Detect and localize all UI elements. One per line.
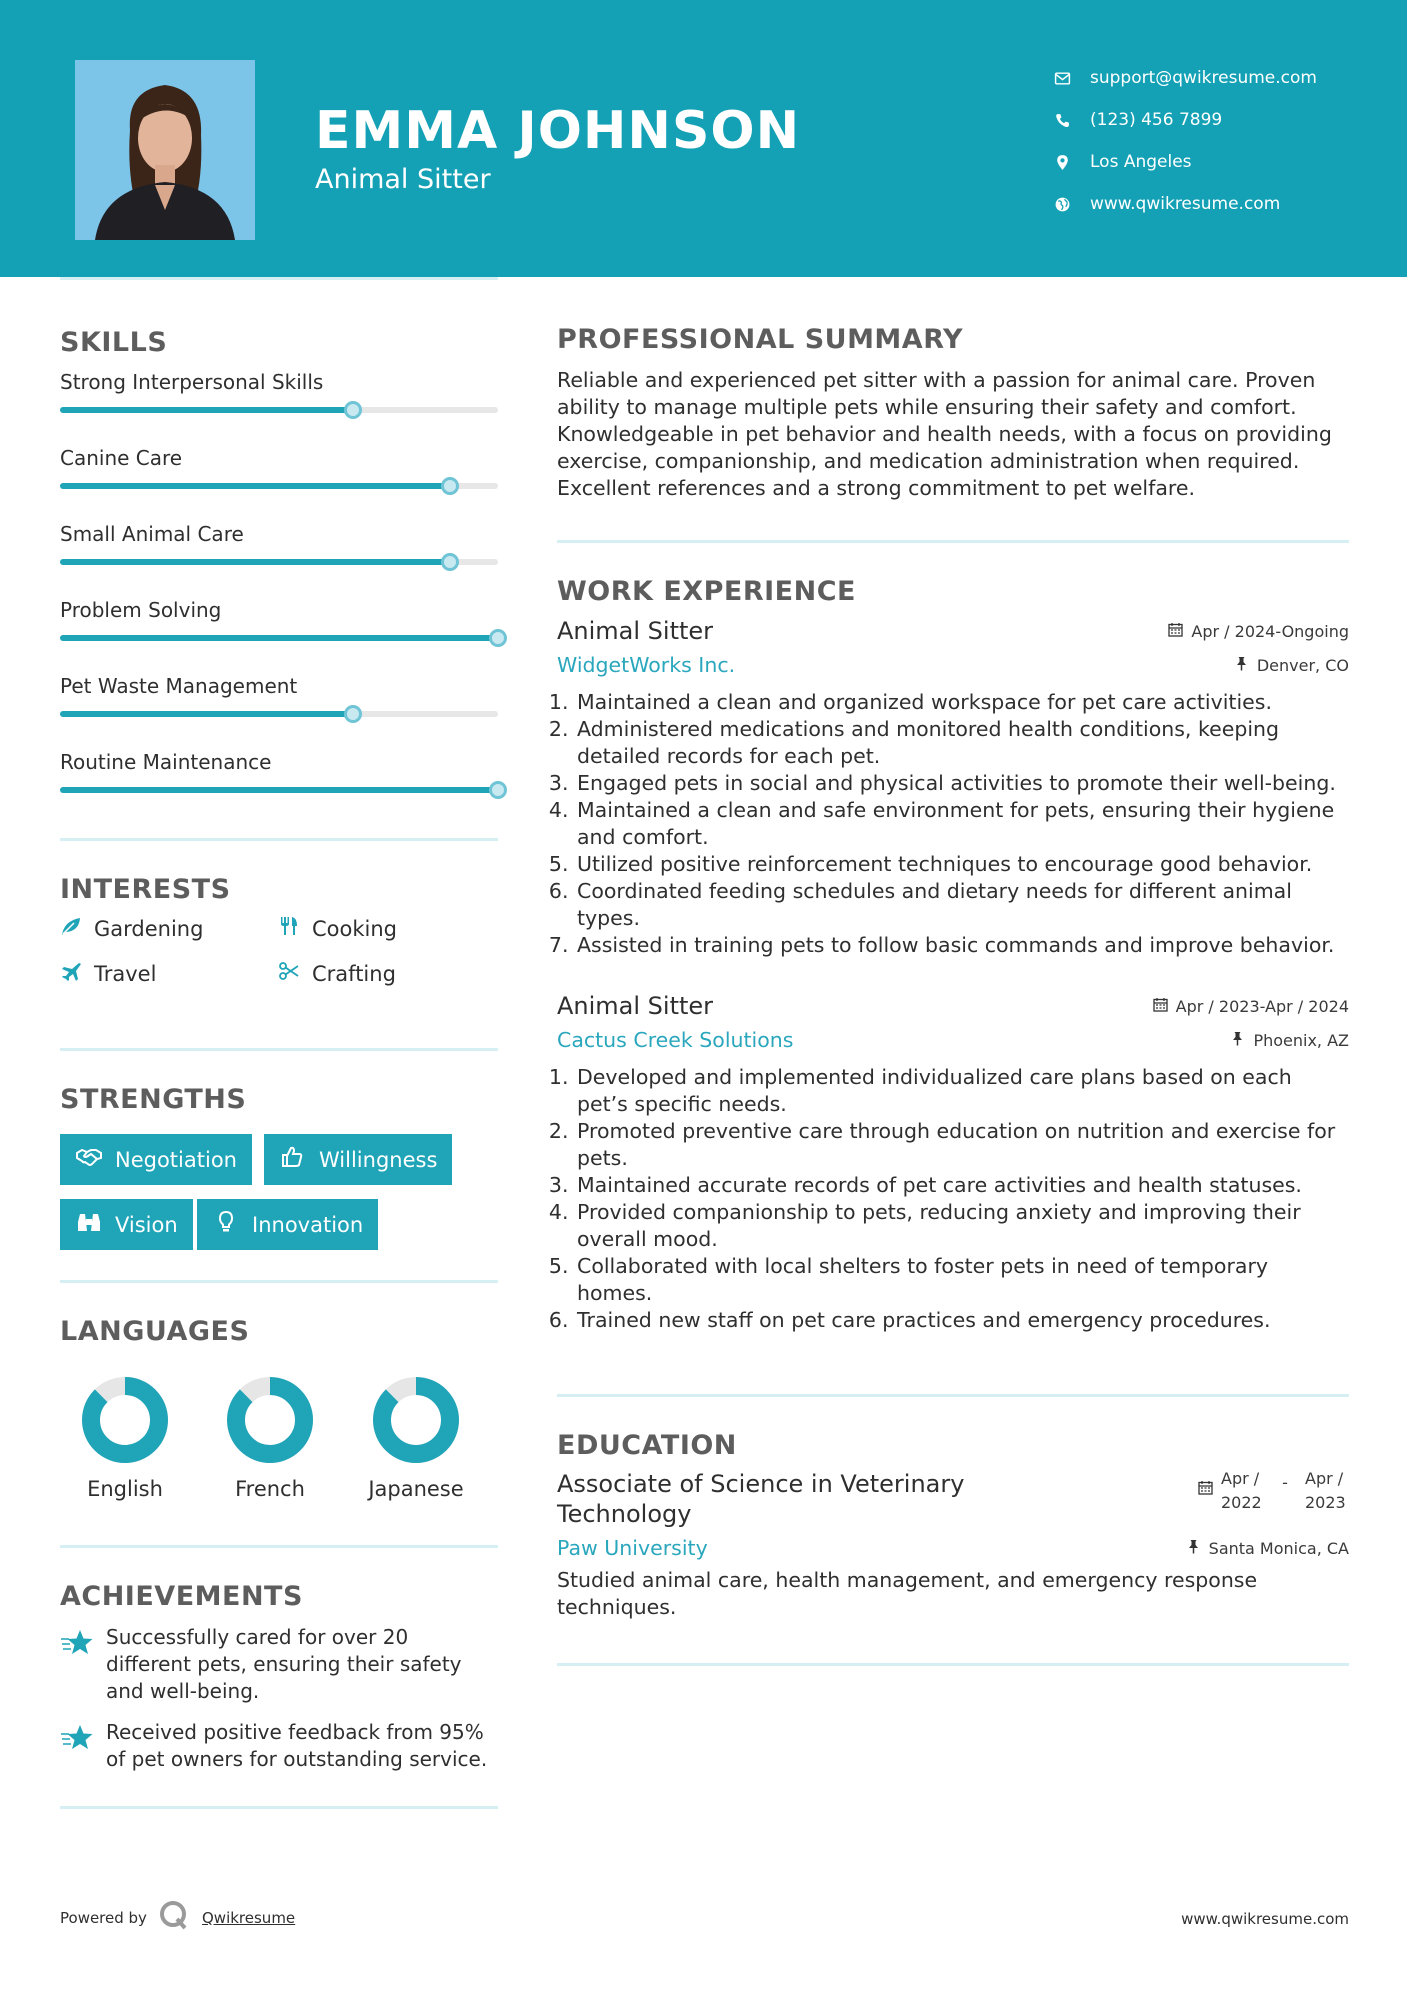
achievement-item (60, 1624, 498, 1705)
calendar-icon (1153, 997, 1176, 1016)
skill-name: Problem Solving (60, 598, 222, 622)
date-separator: - (1282, 1473, 1288, 1492)
job-location (1234, 656, 1349, 675)
contact-website-text: www.qwikresume.com (1090, 194, 1281, 214)
duty-item: 5. Collaborated with local shelters to foster pets in need of temporary homes. (575, 1253, 1349, 1307)
education-end: Apr / 2023 (1305, 1469, 1346, 1512)
company-name: WidgetWorks Inc. (557, 653, 736, 677)
strength-willingness (264, 1134, 452, 1185)
candidate-title: Animal Sitter (315, 164, 491, 195)
language-item (205, 1375, 335, 1501)
degree-title: Associate of Science in Veterinary Technology (557, 1470, 965, 1528)
strength-vision (60, 1199, 193, 1250)
job-dates (1168, 622, 1349, 641)
strengths-title: STRENGTHS (60, 1084, 247, 1115)
qwikresume-link[interactable]: Qwikresume (202, 1909, 296, 1927)
skill-name: Pet Waste Management (60, 674, 298, 698)
skill-bar-fill (60, 711, 353, 717)
skill-bar-knob (489, 781, 507, 799)
donut-fill (91, 1386, 159, 1454)
donut-fill (236, 1386, 304, 1454)
duty-item: 1. Maintained a clean and organized workspace for pet care activities. (575, 689, 1349, 716)
job-entry (557, 990, 1349, 1334)
skill-name: Routine Maintenance (60, 750, 272, 774)
language-level-donut (371, 1375, 461, 1465)
job-location (1230, 1031, 1349, 1050)
skill-bar-fill (60, 407, 353, 413)
skill-name: Canine Care (60, 446, 183, 470)
contact-phone-text: (123) 456 7899 (1090, 110, 1223, 130)
job-title: Animal Sitter (557, 992, 714, 1020)
duty-item: 3. Engaged pets in social and physical activities to promote their well-being. (575, 770, 1349, 797)
duty-item: 7. Assisted in training pets to follow basic commands and improve behavior. (575, 932, 1349, 959)
divider (557, 1663, 1349, 1666)
strength-label: Negotiation (115, 1147, 237, 1172)
duty-item: 3. Maintained accurate records of pet care activities and health statuses. (575, 1172, 1349, 1199)
strength-negotiation (60, 1134, 252, 1185)
experience-title: WORK EXPERIENCE (557, 576, 856, 607)
interest-label: Crafting (312, 961, 396, 986)
education-entry (557, 1469, 1349, 1621)
powered-by-label: Powered by (60, 1909, 147, 1927)
strength-label: Vision (115, 1212, 178, 1237)
footer (60, 1897, 1349, 1937)
interests-list (60, 915, 498, 1015)
skill-bar-knob (344, 401, 362, 419)
achievement-item (60, 1719, 498, 1773)
job-duties (557, 689, 1349, 959)
job-duties (557, 1064, 1349, 1334)
interest-label: Cooking (312, 916, 397, 941)
summary-title: PROFESSIONAL SUMMARY (557, 324, 964, 355)
skill-bar-track (60, 787, 498, 793)
handshake-icon (75, 1145, 115, 1174)
skill-name: Small Animal Care (60, 522, 244, 546)
job-location-text: Phoenix, AZ (1253, 1030, 1349, 1050)
school-name: Paw University (557, 1536, 708, 1560)
duty-item: 4. Maintained a clean and safe environment for pets, ensuring their hygiene and comfort. (575, 797, 1349, 851)
profile-photo (75, 60, 255, 240)
interests-title: INTERESTS (60, 874, 231, 905)
language-level-donut (80, 1375, 170, 1465)
pin-icon (1186, 1539, 1209, 1558)
candidate-name: EMMA JOHNSON (315, 101, 801, 161)
language-name: English (87, 1477, 163, 1501)
skill-item (60, 522, 498, 598)
job-title: Animal Sitter (557, 617, 714, 645)
pin-icon (1234, 656, 1257, 675)
skill-bar-fill (60, 635, 498, 641)
star-icon (60, 1719, 106, 1773)
skill-item (60, 446, 498, 522)
language-name: Japanese (368, 1477, 464, 1501)
qwikresume-logo-icon[interactable] (158, 1899, 190, 1935)
star-icon (60, 1624, 106, 1705)
company-name: Cactus Creek Solutions (557, 1028, 794, 1052)
education-title: EDUCATION (557, 1430, 737, 1461)
duty-item: 1. Developed and implemented individualized care plans based on each pet’s specific needs. (575, 1064, 1349, 1118)
duty-item: 2. Administered medications and monitored health conditions, keeping detailed records for each pet. (575, 716, 1349, 770)
duty-item: 6. Trained new staff on pet care practices and emergency procedures. (575, 1307, 1349, 1334)
job-dates-text: Apr / 2024-Ongoing (1191, 621, 1349, 641)
education-location (1186, 1539, 1349, 1558)
skill-item (60, 674, 498, 750)
binoculars-icon (75, 1210, 115, 1239)
duty-item: 6. Coordinated feeding schedules and dietary needs for different animal types. (575, 878, 1349, 932)
skill-bar-track (60, 483, 498, 489)
utensils-icon (278, 915, 312, 942)
phone-icon (1054, 112, 1090, 129)
strength-innovation (197, 1199, 378, 1250)
lightbulb-icon (212, 1210, 252, 1239)
language-name: French (235, 1477, 305, 1501)
contact-location-text: Los Angeles (1090, 152, 1192, 172)
skill-bar-track (60, 711, 498, 717)
divider (60, 1806, 498, 1809)
skill-item (60, 750, 498, 826)
education-description: Studied animal care, health management, and emergency response techniques. (557, 1568, 1258, 1619)
leaf-icon (60, 915, 94, 942)
language-item (60, 1375, 190, 1501)
skills-title: SKILLS (60, 327, 168, 358)
contact-list (1054, 57, 1384, 225)
skill-bar-fill (60, 787, 498, 793)
contact-email[interactable] (1054, 57, 1384, 99)
interest-label: Gardening (94, 916, 204, 941)
achievement-text: Successfully cared for over 20 different pets, ensuring their safety and well-being. (106, 1625, 462, 1703)
location-icon (1054, 154, 1090, 171)
education-start: Apr / 2022 (1221, 1469, 1262, 1512)
duty-item: 5. Utilized positive reinforcement techniques to encourage good behavior. (575, 851, 1349, 878)
interest-gardening (60, 915, 203, 942)
donut-fill (382, 1386, 450, 1454)
skill-bar-knob (441, 477, 459, 495)
skill-bar-track (60, 635, 498, 641)
job-dates-text: Apr / 2023-Apr / 2024 (1175, 996, 1349, 1016)
language-item (351, 1375, 481, 1501)
achievement-text: Received positive feedback from 95% of pet owners for outstanding service. (106, 1720, 488, 1771)
scissors-icon (278, 960, 312, 987)
skill-bar-knob (489, 629, 507, 647)
languages-list (60, 1347, 498, 1512)
contact-email-text: support@qwikresume.com (1090, 68, 1317, 88)
strengths-list (60, 1115, 498, 1265)
calendar-icon (1198, 1480, 1221, 1499)
skill-item (60, 370, 498, 446)
skill-item (60, 598, 498, 674)
footer-website[interactable]: www.qwikresume.com (1181, 1910, 1349, 1928)
left-column (60, 277, 498, 1809)
calendar-icon (1168, 622, 1191, 641)
education-location-text: Santa Monica, CA (1208, 1538, 1349, 1558)
duty-item: 2. Promoted preventive care through education on nutrition and exercise for pets. (575, 1118, 1349, 1172)
education-dates (1198, 1467, 1349, 1529)
job-entry (557, 615, 1349, 959)
job-dates (1153, 997, 1349, 1016)
skill-bar-fill (60, 483, 450, 489)
languages-title: LANGUAGES (60, 1316, 250, 1347)
skill-bar-track (60, 407, 498, 413)
skill-bar-fill (60, 559, 450, 565)
contact-website[interactable] (1054, 183, 1384, 225)
summary-text: Reliable and experienced pet sitter with a passion for animal care. Proven ability to manage multiple pets while ensuring their safety and comfort. Knowledgeable in pet behavior and health needs, with a focus on providing exercise, companionship, and medication administration when required. Excellent references and a strong commitment to pet welfare. (557, 368, 1332, 500)
contact-location (1054, 141, 1384, 183)
skill-bar-track (60, 559, 498, 565)
right-column (557, 277, 1349, 1666)
resume-header (0, 0, 1407, 277)
contact-phone[interactable] (1054, 99, 1384, 141)
interest-label: Travel (94, 961, 157, 986)
achievements-title: ACHIEVEMENTS (60, 1581, 303, 1612)
mail-icon (1054, 70, 1090, 87)
interest-crafting (278, 960, 396, 987)
interest-cooking (278, 915, 397, 942)
language-level-donut (225, 1375, 315, 1465)
skills-list (60, 370, 498, 826)
globe-icon (1054, 196, 1090, 213)
job-location-text: Denver, CO (1256, 655, 1349, 675)
strength-label: Innovation (252, 1212, 364, 1237)
skill-bar-knob (441, 553, 459, 571)
plane-icon (60, 960, 94, 987)
thumbs-up-icon (279, 1145, 319, 1174)
skill-bar-knob (344, 705, 362, 723)
duty-item: 4. Provided companionship to pets, reducing anxiety and improving their overall mood. (575, 1199, 1349, 1253)
interest-travel (60, 960, 156, 987)
skill-name: Strong Interpersonal Skills (60, 370, 324, 394)
pin-icon (1230, 1031, 1253, 1050)
strength-label: Willingness (319, 1147, 438, 1172)
